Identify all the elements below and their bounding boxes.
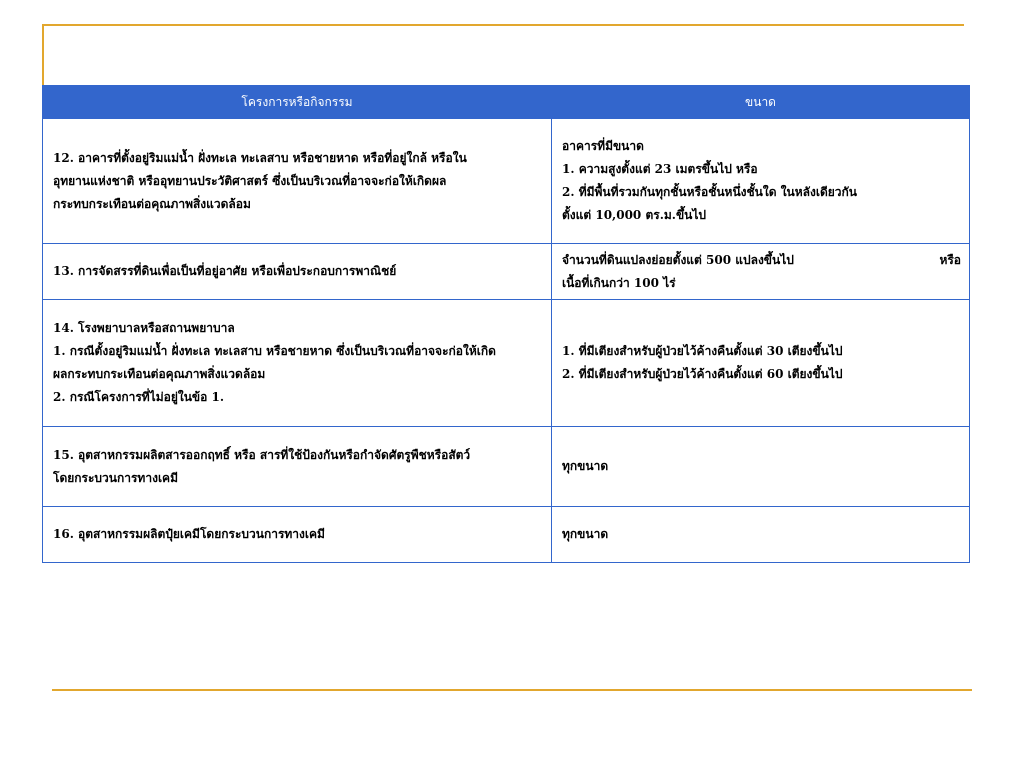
size-cell bbox=[552, 427, 970, 507]
project-text-line: 1. กรณีตั้งอยู่ริมแม่น้ำ ฝั่งทะเล ทะเลสาบ หรือชายหาด ซึ่งเป็นบริเวณที่อาจจะก่อให้เกิด bbox=[53, 344, 496, 358]
size-text-line: 1. ความสูงตั้งแต่ 23 เมตรขึ้นไป หรือ bbox=[562, 162, 758, 176]
size-text-part: หรือ bbox=[939, 252, 961, 267]
project-text-line: กระทบกระเทือนต่อคุณภาพสิ่งแวดล้อม bbox=[53, 196, 251, 211]
size-cell bbox=[552, 119, 970, 244]
header-project: โครงการหรือกิจกรรม bbox=[43, 86, 552, 119]
table-row bbox=[43, 507, 970, 563]
size-text-line: 2. ที่มีพื้นที่รวมกันทุกชั้นหรือชั้นหนึ่งชั้นใด ในหลังเดียวกัน bbox=[562, 185, 858, 199]
project-text-line: 13. การจัดสรรที่ดินเพื่อเป็นที่อยู่อาศัย หรือเพื่อประกอบการพาณิชย์ bbox=[53, 264, 397, 278]
project-cell bbox=[43, 427, 552, 507]
project-text-line: อุทยานแห่งชาติ หรืออุทยานประวัติศาสตร์ ซึ่งเป็นบริเวณที่อาจจะก่อให้เกิดผล bbox=[53, 173, 447, 188]
size-text-part: จำนวนที่ดินแปลงย่อยตั้งแต่ 500 แปลงขึ้นไป bbox=[562, 252, 794, 267]
table-row bbox=[43, 119, 970, 244]
size-cell bbox=[552, 244, 970, 300]
table-row bbox=[43, 300, 970, 427]
left-accent-line bbox=[42, 24, 44, 86]
header-size: ขนาด bbox=[552, 86, 970, 119]
project-text-line: 2. กรณีโครงการที่ไม่อยู่ในข้อ 1. bbox=[53, 390, 225, 404]
size-cell bbox=[552, 507, 970, 563]
project-text-line: 15. อุตสาหกรรมผลิตสารออกฤทธิ์ หรือ สารที่ใช้ป้องกันหรือกำจัดศัตรูพืชหรือสัตว์ bbox=[53, 447, 471, 462]
project-cell bbox=[43, 119, 552, 244]
size-justified-line bbox=[562, 249, 961, 272]
size-text-line: ทุกขนาด bbox=[562, 459, 609, 473]
size-text-line: อาคารที่มีขนาด bbox=[562, 139, 644, 153]
project-text-line: 14. โรงพยาบาลหรือสถานพยาบาล bbox=[53, 321, 235, 335]
top-accent-line bbox=[42, 24, 964, 26]
project-cell bbox=[43, 300, 552, 427]
size-text-line: ตั้งแต่ 10,000 ตร.ม.ขึ้นไป bbox=[562, 208, 707, 222]
project-text-line: ผลกระทบกระเทือนต่อคุณภาพสิ่งแวดล้อม bbox=[53, 367, 266, 381]
size-text-line: เนื้อที่เกินกว่า 100 ไร่ bbox=[562, 275, 676, 290]
project-text-line: โดยกระบวนการทางเคมี bbox=[53, 470, 178, 485]
size-text-line: 1. ที่มีเตียงสำหรับผู้ป่วยไว้ค้างคืนตั้งแต่ 30 เตียงขึ้นไป bbox=[562, 344, 843, 358]
size-text-line: ทุกขนาด bbox=[562, 527, 609, 541]
table-row bbox=[43, 244, 970, 300]
table-row bbox=[43, 427, 970, 507]
eia-project-table bbox=[42, 85, 970, 563]
project-text-line: 16. อุตสาหกรรมผลิตปุ๋ยเคมีโดยกระบวนการทางเคมี bbox=[53, 527, 325, 541]
size-cell bbox=[552, 300, 970, 427]
project-cell bbox=[43, 507, 552, 563]
table-header-row bbox=[43, 86, 970, 119]
project-cell bbox=[43, 244, 552, 300]
size-text-line: 2. ที่มีเตียงสำหรับผู้ป่วยไว้ค้างคืนตั้งแต่ 60 เตียงขึ้นไป bbox=[562, 367, 843, 381]
bottom-accent-line bbox=[52, 689, 972, 691]
project-text-line: 12. อาคารที่ตั้งอยู่ริมแม่น้ำ ฝั่งทะเล ทะเลสาบ หรือชายหาด หรือที่อยู่ใกล้ หรือใน bbox=[53, 150, 467, 165]
